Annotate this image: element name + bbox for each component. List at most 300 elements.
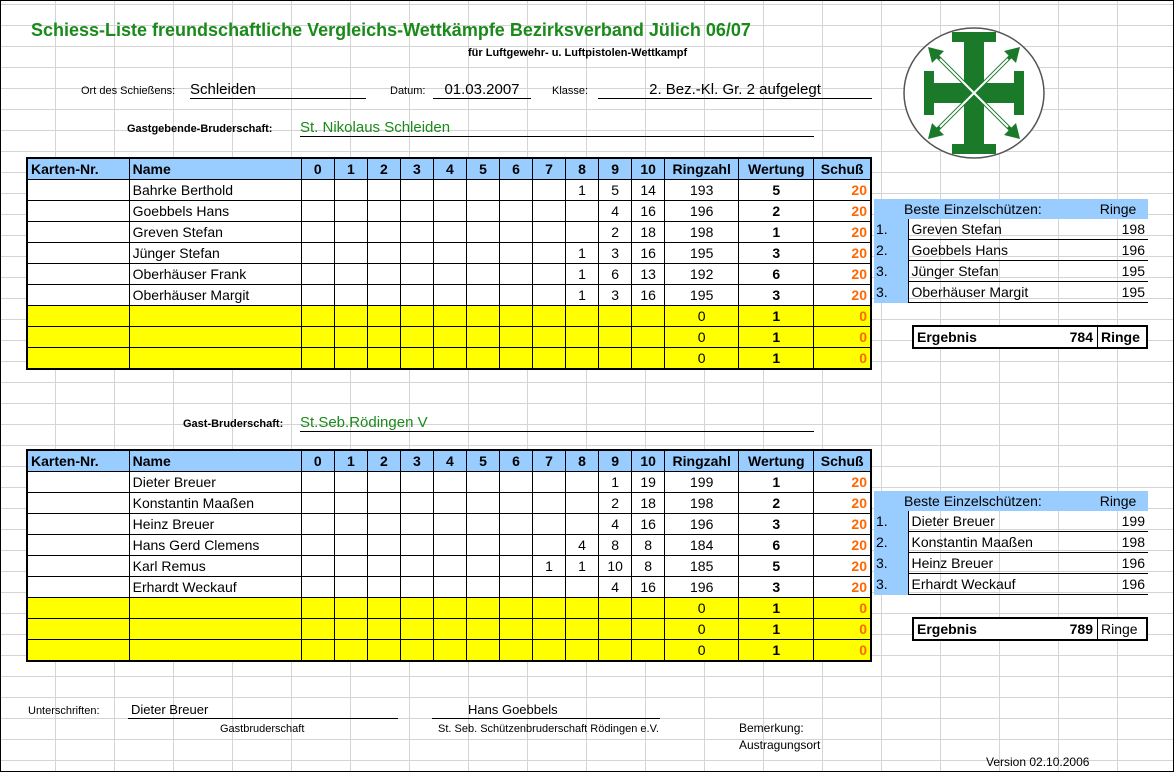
shot-count-cell[interactable] <box>500 243 533 264</box>
shot-count-cell[interactable] <box>301 180 334 201</box>
shot-count-cell[interactable] <box>400 348 433 370</box>
shot-count-cell[interactable]: 18 <box>632 493 665 514</box>
shot-count-cell[interactable] <box>301 619 334 640</box>
shot-count-cell[interactable]: 5 <box>599 180 632 201</box>
shot-count-cell[interactable] <box>599 306 632 327</box>
shot-count-cell[interactable] <box>301 222 334 243</box>
ringzahl-cell[interactable]: 192 <box>665 264 739 285</box>
shot-count-cell[interactable]: 4 <box>599 577 632 598</box>
shot-count-cell[interactable] <box>301 556 334 577</box>
shot-count-cell[interactable] <box>599 327 632 348</box>
column-header[interactable]: Wertung <box>739 450 814 472</box>
shot-count-cell[interactable] <box>500 327 533 348</box>
karten-nr-cell[interactable] <box>27 180 129 201</box>
shot-count-cell[interactable] <box>334 222 367 243</box>
guest-field[interactable]: St.Seb.Rödingen V <box>300 414 814 432</box>
shot-count-cell[interactable] <box>466 640 499 662</box>
shot-count-cell[interactable] <box>334 493 367 514</box>
shot-count-cell[interactable] <box>301 640 334 662</box>
shot-count-cell[interactable] <box>334 264 367 285</box>
name-cell[interactable]: Goebbels Hans <box>129 201 301 222</box>
shot-count-cell[interactable] <box>301 348 334 370</box>
shot-count-cell[interactable] <box>301 327 334 348</box>
shot-count-cell[interactable] <box>367 514 400 535</box>
column-header[interactable]: 0 <box>301 158 334 180</box>
schuss-cell[interactable]: 0 <box>814 598 871 619</box>
shot-count-cell[interactable] <box>433 472 466 493</box>
column-header[interactable]: 3 <box>400 450 433 472</box>
shot-count-cell[interactable] <box>466 222 499 243</box>
shot-count-cell[interactable] <box>367 619 400 640</box>
shot-count-cell[interactable] <box>334 619 367 640</box>
shot-count-cell[interactable] <box>533 619 566 640</box>
shot-count-cell[interactable] <box>400 556 433 577</box>
wertung-cell[interactable]: 1 <box>739 222 814 243</box>
wertung-cell[interactable]: 3 <box>739 243 814 264</box>
shot-count-cell[interactable]: 4 <box>599 201 632 222</box>
shot-count-cell[interactable] <box>367 640 400 662</box>
karten-nr-cell[interactable] <box>27 598 129 619</box>
wertung-cell[interactable]: 6 <box>739 535 814 556</box>
schuss-cell[interactable]: 0 <box>814 348 871 370</box>
shot-count-cell[interactable] <box>400 327 433 348</box>
column-header[interactable]: 3 <box>400 158 433 180</box>
shot-count-cell[interactable] <box>466 180 499 201</box>
shot-count-cell[interactable] <box>466 306 499 327</box>
shot-count-cell[interactable] <box>500 493 533 514</box>
shot-count-cell[interactable] <box>400 472 433 493</box>
ringzahl-cell[interactable]: 0 <box>665 348 739 370</box>
shot-count-cell[interactable] <box>533 222 566 243</box>
shot-count-cell[interactable] <box>500 556 533 577</box>
ringzahl-cell[interactable]: 185 <box>665 556 739 577</box>
shot-count-cell[interactable] <box>433 640 466 662</box>
name-cell[interactable] <box>129 306 301 327</box>
klasse-field[interactable]: 2. Bez.-Kl. Gr. 2 aufgelegt <box>598 81 872 99</box>
shot-count-cell[interactable] <box>400 264 433 285</box>
wertung-cell[interactable]: 1 <box>739 348 814 370</box>
shot-count-cell[interactable] <box>466 619 499 640</box>
shot-count-cell[interactable] <box>466 598 499 619</box>
shot-count-cell[interactable] <box>533 306 566 327</box>
shot-count-cell[interactable] <box>500 472 533 493</box>
shot-count-cell[interactable] <box>466 285 499 306</box>
shot-count-cell[interactable] <box>433 243 466 264</box>
shot-count-cell[interactable] <box>367 201 400 222</box>
shot-count-cell[interactable]: 3 <box>599 285 632 306</box>
shot-count-cell[interactable]: 16 <box>632 201 665 222</box>
name-cell[interactable]: Konstantin Maaßen <box>129 493 301 514</box>
shot-count-cell[interactable] <box>334 348 367 370</box>
wertung-cell[interactable]: 1 <box>739 327 814 348</box>
shot-count-cell[interactable] <box>566 514 599 535</box>
ringzahl-cell[interactable]: 195 <box>665 243 739 264</box>
name-cell[interactable]: Oberhäuser Margit <box>129 285 301 306</box>
shot-count-cell[interactable] <box>367 180 400 201</box>
shot-count-cell[interactable] <box>334 535 367 556</box>
shot-count-cell[interactable] <box>533 327 566 348</box>
karten-nr-cell[interactable] <box>27 493 129 514</box>
shot-count-cell[interactable] <box>334 180 367 201</box>
shot-count-cell[interactable] <box>533 577 566 598</box>
shot-count-cell[interactable] <box>334 514 367 535</box>
shot-count-cell[interactable] <box>466 327 499 348</box>
wertung-cell[interactable]: 1 <box>739 306 814 327</box>
shot-count-cell[interactable] <box>367 348 400 370</box>
column-header[interactable]: 0 <box>301 450 334 472</box>
wertung-cell[interactable]: 2 <box>739 493 814 514</box>
shot-count-cell[interactable] <box>500 285 533 306</box>
shot-count-cell[interactable] <box>466 348 499 370</box>
shot-count-cell[interactable] <box>433 264 466 285</box>
wertung-cell[interactable]: 1 <box>739 472 814 493</box>
shot-count-cell[interactable] <box>500 640 533 662</box>
shot-count-cell[interactable]: 13 <box>632 264 665 285</box>
shot-count-cell[interactable] <box>400 285 433 306</box>
shot-count-cell[interactable] <box>599 640 632 662</box>
shot-count-cell[interactable] <box>400 598 433 619</box>
shot-count-cell[interactable] <box>533 598 566 619</box>
column-header[interactable]: 4 <box>433 158 466 180</box>
shot-count-cell[interactable] <box>466 577 499 598</box>
shot-count-cell[interactable] <box>301 201 334 222</box>
shot-count-cell[interactable] <box>533 493 566 514</box>
name-cell[interactable]: Jünger Stefan <box>129 243 301 264</box>
shot-count-cell[interactable] <box>599 348 632 370</box>
shot-count-cell[interactable] <box>632 348 665 370</box>
shot-count-cell[interactable] <box>500 535 533 556</box>
shot-count-cell[interactable]: 14 <box>632 180 665 201</box>
shot-count-cell[interactable] <box>400 514 433 535</box>
shot-count-cell[interactable] <box>566 493 599 514</box>
ringzahl-cell[interactable]: 0 <box>665 327 739 348</box>
shot-count-cell[interactable] <box>400 493 433 514</box>
karten-nr-cell[interactable] <box>27 222 129 243</box>
shot-count-cell[interactable] <box>334 306 367 327</box>
shot-count-cell[interactable] <box>367 306 400 327</box>
shot-count-cell[interactable] <box>400 640 433 662</box>
column-header[interactable]: 7 <box>533 158 566 180</box>
name-cell[interactable] <box>129 619 301 640</box>
schuss-cell[interactable]: 20 <box>814 535 871 556</box>
shot-count-cell[interactable]: 16 <box>632 285 665 306</box>
shot-count-cell[interactable] <box>400 201 433 222</box>
shot-count-cell[interactable]: 1 <box>599 472 632 493</box>
shot-count-cell[interactable] <box>533 514 566 535</box>
column-header[interactable]: Schuß <box>814 158 871 180</box>
shot-count-cell[interactable]: 4 <box>566 535 599 556</box>
shot-count-cell[interactable]: 2 <box>599 493 632 514</box>
shot-count-cell[interactable] <box>433 201 466 222</box>
karten-nr-cell[interactable] <box>27 619 129 640</box>
column-header[interactable]: Karten-Nr. <box>27 450 129 472</box>
shot-count-cell[interactable] <box>433 348 466 370</box>
column-header[interactable]: Name <box>129 450 301 472</box>
shot-count-cell[interactable] <box>400 243 433 264</box>
shot-count-cell[interactable]: 3 <box>599 243 632 264</box>
shot-count-cell[interactable] <box>566 327 599 348</box>
shot-count-cell[interactable] <box>367 264 400 285</box>
column-header[interactable]: 2 <box>367 158 400 180</box>
column-header[interactable]: 9 <box>599 450 632 472</box>
shot-count-cell[interactable]: 8 <box>632 556 665 577</box>
shot-count-cell[interactable] <box>500 577 533 598</box>
karten-nr-cell[interactable] <box>27 535 129 556</box>
shot-count-cell[interactable] <box>433 535 466 556</box>
column-header[interactable]: 6 <box>500 158 533 180</box>
shot-count-cell[interactable] <box>367 493 400 514</box>
shot-count-cell[interactable] <box>400 180 433 201</box>
shot-count-cell[interactable] <box>500 306 533 327</box>
wertung-cell[interactable]: 1 <box>739 598 814 619</box>
ringzahl-cell[interactable]: 196 <box>665 201 739 222</box>
column-header[interactable]: 9 <box>599 158 632 180</box>
column-header[interactable]: 10 <box>632 158 665 180</box>
shot-count-cell[interactable] <box>433 619 466 640</box>
shot-count-cell[interactable] <box>466 514 499 535</box>
schuss-cell[interactable]: 0 <box>814 619 871 640</box>
shot-count-cell[interactable]: 4 <box>599 514 632 535</box>
column-header[interactable]: 2 <box>367 450 400 472</box>
shot-count-cell[interactable] <box>334 201 367 222</box>
name-cell[interactable]: Greven Stefan <box>129 222 301 243</box>
wertung-cell[interactable]: 2 <box>739 201 814 222</box>
ringzahl-cell[interactable]: 196 <box>665 514 739 535</box>
column-header[interactable]: 10 <box>632 450 665 472</box>
ort-field[interactable]: Schleiden <box>190 81 366 99</box>
shot-count-cell[interactable]: 19 <box>632 472 665 493</box>
name-cell[interactable]: Bahrke Berthold <box>129 180 301 201</box>
shot-count-cell[interactable] <box>500 201 533 222</box>
shot-count-cell[interactable] <box>466 243 499 264</box>
shot-count-cell[interactable]: 16 <box>632 514 665 535</box>
shot-count-cell[interactable] <box>367 577 400 598</box>
shot-count-cell[interactable] <box>334 640 367 662</box>
shot-count-cell[interactable] <box>301 514 334 535</box>
wertung-cell[interactable]: 5 <box>739 180 814 201</box>
shot-count-cell[interactable] <box>433 577 466 598</box>
name-cell[interactable] <box>129 327 301 348</box>
shot-count-cell[interactable] <box>566 577 599 598</box>
ringzahl-cell[interactable]: 0 <box>665 306 739 327</box>
column-header[interactable]: 4 <box>433 450 466 472</box>
schuss-cell[interactable]: 20 <box>814 243 871 264</box>
schuss-cell[interactable]: 20 <box>814 472 871 493</box>
shot-count-cell[interactable] <box>301 598 334 619</box>
shot-count-cell[interactable] <box>301 577 334 598</box>
shot-count-cell[interactable] <box>500 598 533 619</box>
shot-count-cell[interactable] <box>334 285 367 306</box>
shot-count-cell[interactable] <box>400 619 433 640</box>
shot-count-cell[interactable] <box>334 327 367 348</box>
column-header[interactable]: 7 <box>533 450 566 472</box>
column-header[interactable]: 6 <box>500 450 533 472</box>
karten-nr-cell[interactable] <box>27 243 129 264</box>
wertung-cell[interactable]: 5 <box>739 556 814 577</box>
signature-guest-name[interactable]: Dieter Breuer <box>131 702 209 717</box>
name-cell[interactable]: Hans Gerd Clemens <box>129 535 301 556</box>
ringzahl-cell[interactable]: 0 <box>665 619 739 640</box>
shot-count-cell[interactable] <box>334 472 367 493</box>
shot-count-cell[interactable] <box>599 598 632 619</box>
shot-count-cell[interactable]: 2 <box>599 222 632 243</box>
wertung-cell[interactable]: 3 <box>739 577 814 598</box>
column-header[interactable]: Name <box>129 158 301 180</box>
karten-nr-cell[interactable] <box>27 640 129 662</box>
ringzahl-cell[interactable]: 196 <box>665 577 739 598</box>
wertung-cell[interactable]: 3 <box>739 285 814 306</box>
schuss-cell[interactable]: 20 <box>814 493 871 514</box>
shot-count-cell[interactable] <box>533 243 566 264</box>
shot-count-cell[interactable] <box>466 493 499 514</box>
column-header[interactable]: 1 <box>334 450 367 472</box>
shot-count-cell[interactable] <box>301 243 334 264</box>
schuss-cell[interactable]: 20 <box>814 264 871 285</box>
wertung-cell[interactable]: 1 <box>739 619 814 640</box>
shot-count-cell[interactable] <box>466 472 499 493</box>
schuss-cell[interactable]: 20 <box>814 201 871 222</box>
shot-count-cell[interactable] <box>433 306 466 327</box>
schuss-cell[interactable]: 20 <box>814 577 871 598</box>
wertung-cell[interactable]: 1 <box>739 640 814 662</box>
shot-count-cell[interactable] <box>466 201 499 222</box>
schuss-cell[interactable]: 20 <box>814 514 871 535</box>
shot-count-cell[interactable]: 16 <box>632 577 665 598</box>
column-header[interactable]: 1 <box>334 158 367 180</box>
karten-nr-cell[interactable] <box>27 556 129 577</box>
shot-count-cell[interactable] <box>433 493 466 514</box>
shot-count-cell[interactable] <box>632 327 665 348</box>
karten-nr-cell[interactable] <box>27 577 129 598</box>
ringzahl-cell[interactable]: 195 <box>665 285 739 306</box>
shot-count-cell[interactable] <box>632 619 665 640</box>
shot-count-cell[interactable] <box>500 619 533 640</box>
shot-count-cell[interactable] <box>301 306 334 327</box>
ringzahl-cell[interactable]: 0 <box>665 640 739 662</box>
shot-count-cell[interactable] <box>566 619 599 640</box>
shot-count-cell[interactable] <box>533 640 566 662</box>
shot-count-cell[interactable]: 1 <box>533 556 566 577</box>
name-cell[interactable] <box>129 348 301 370</box>
shot-count-cell[interactable] <box>367 535 400 556</box>
shot-count-cell[interactable] <box>566 222 599 243</box>
karten-nr-cell[interactable] <box>27 472 129 493</box>
shot-count-cell[interactable] <box>367 472 400 493</box>
ringzahl-cell[interactable]: 193 <box>665 180 739 201</box>
shot-count-cell[interactable] <box>632 598 665 619</box>
shot-count-cell[interactable]: 6 <box>599 264 632 285</box>
schuss-cell[interactable]: 0 <box>814 640 871 662</box>
shot-count-cell[interactable] <box>433 598 466 619</box>
shot-count-cell[interactable] <box>533 535 566 556</box>
schuss-cell[interactable]: 20 <box>814 556 871 577</box>
shot-count-cell[interactable] <box>400 306 433 327</box>
name-cell[interactable]: Dieter Breuer <box>129 472 301 493</box>
column-header[interactable]: Ringzahl <box>665 158 739 180</box>
shot-count-cell[interactable] <box>566 640 599 662</box>
shot-count-cell[interactable] <box>433 556 466 577</box>
shot-count-cell[interactable] <box>533 285 566 306</box>
shot-count-cell[interactable] <box>566 306 599 327</box>
name-cell[interactable]: Oberhäuser Frank <box>129 264 301 285</box>
column-header[interactable]: 5 <box>466 158 499 180</box>
shot-count-cell[interactable] <box>533 348 566 370</box>
shot-count-cell[interactable]: 8 <box>599 535 632 556</box>
schuss-cell[interactable]: 20 <box>814 180 871 201</box>
column-header[interactable]: Ringzahl <box>665 450 739 472</box>
karten-nr-cell[interactable] <box>27 514 129 535</box>
shot-count-cell[interactable] <box>433 327 466 348</box>
schuss-cell[interactable]: 20 <box>814 285 871 306</box>
column-header[interactable]: Schuß <box>814 450 871 472</box>
name-cell[interactable] <box>129 598 301 619</box>
karten-nr-cell[interactable] <box>27 285 129 306</box>
shot-count-cell[interactable] <box>632 640 665 662</box>
shot-count-cell[interactable] <box>632 306 665 327</box>
karten-nr-cell[interactable] <box>27 306 129 327</box>
shot-count-cell[interactable] <box>334 577 367 598</box>
datum-field[interactable]: 01.03.2007 <box>433 81 531 99</box>
schuss-cell[interactable]: 0 <box>814 327 871 348</box>
host-field[interactable]: St. Nikolaus Schleiden <box>300 119 814 137</box>
shot-count-cell[interactable] <box>566 201 599 222</box>
shot-count-cell[interactable] <box>533 201 566 222</box>
shot-count-cell[interactable] <box>301 285 334 306</box>
ringzahl-cell[interactable]: 198 <box>665 222 739 243</box>
karten-nr-cell[interactable] <box>27 201 129 222</box>
shot-count-cell[interactable] <box>566 348 599 370</box>
wertung-cell[interactable]: 6 <box>739 264 814 285</box>
shot-count-cell[interactable] <box>566 472 599 493</box>
shot-count-cell[interactable] <box>400 535 433 556</box>
shot-count-cell[interactable] <box>533 472 566 493</box>
shot-count-cell[interactable] <box>334 556 367 577</box>
shot-count-cell[interactable] <box>466 556 499 577</box>
shot-count-cell[interactable] <box>566 598 599 619</box>
shot-count-cell[interactable] <box>334 243 367 264</box>
shot-count-cell[interactable]: 1 <box>566 180 599 201</box>
shot-count-cell[interactable]: 18 <box>632 222 665 243</box>
shot-count-cell[interactable] <box>500 180 533 201</box>
shot-count-cell[interactable]: 1 <box>566 285 599 306</box>
karten-nr-cell[interactable] <box>27 327 129 348</box>
shot-count-cell[interactable] <box>433 222 466 243</box>
shot-count-cell[interactable] <box>400 577 433 598</box>
shot-count-cell[interactable] <box>500 264 533 285</box>
shot-count-cell[interactable] <box>433 285 466 306</box>
shot-count-cell[interactable] <box>466 535 499 556</box>
name-cell[interactable]: Karl Remus <box>129 556 301 577</box>
signature-host-name[interactable]: Hans Goebbels <box>468 702 558 717</box>
shot-count-cell[interactable] <box>466 264 499 285</box>
shot-count-cell[interactable] <box>500 514 533 535</box>
shot-count-cell[interactable] <box>433 514 466 535</box>
shot-count-cell[interactable]: 10 <box>599 556 632 577</box>
shot-count-cell[interactable] <box>301 535 334 556</box>
shot-count-cell[interactable] <box>599 619 632 640</box>
shot-count-cell[interactable] <box>367 222 400 243</box>
shot-count-cell[interactable] <box>400 222 433 243</box>
shot-count-cell[interactable] <box>367 327 400 348</box>
schuss-cell[interactable]: 0 <box>814 306 871 327</box>
shot-count-cell[interactable] <box>334 598 367 619</box>
column-header[interactable]: 5 <box>466 450 499 472</box>
shot-count-cell[interactable] <box>301 493 334 514</box>
wertung-cell[interactable]: 3 <box>739 514 814 535</box>
karten-nr-cell[interactable] <box>27 348 129 370</box>
shot-count-cell[interactable]: 1 <box>566 243 599 264</box>
shot-count-cell[interactable]: 1 <box>566 264 599 285</box>
